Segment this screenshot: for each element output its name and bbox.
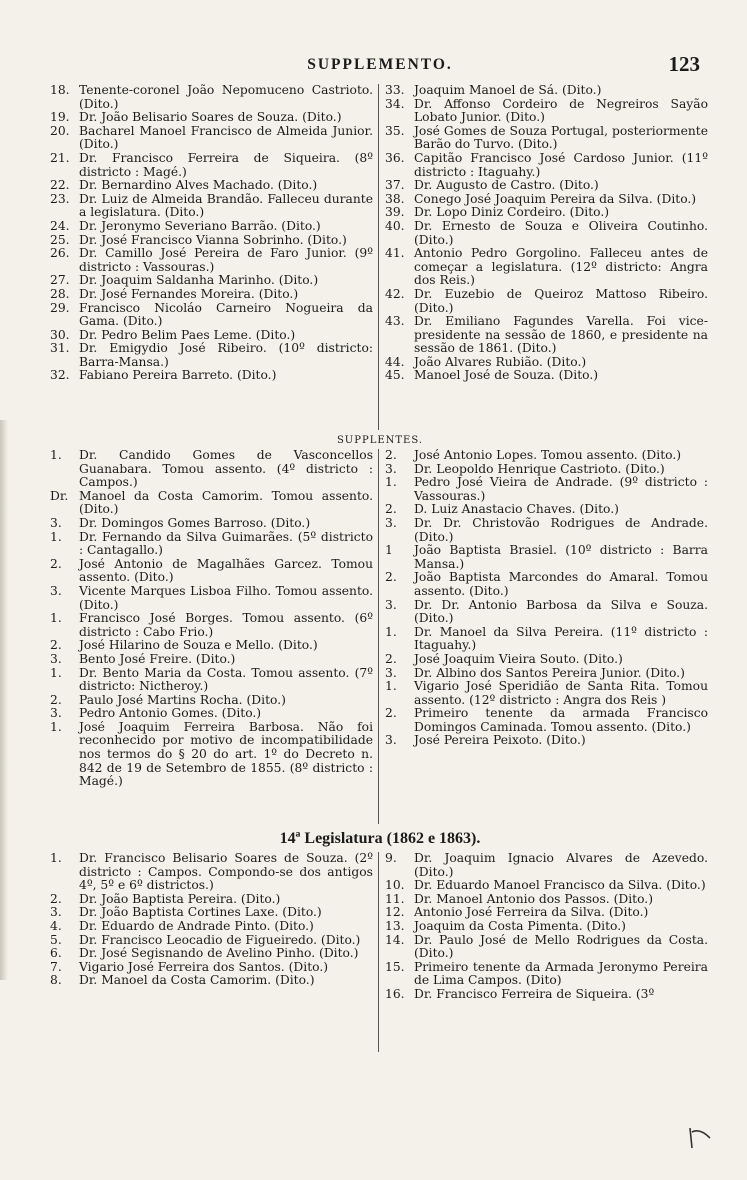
list-item <box>385 220 708 247</box>
list-item <box>50 234 373 248</box>
deputados-section <box>50 84 710 430</box>
list-item <box>50 558 373 585</box>
entry-text: D. Luiz Anastacio Chaves. (Dito.) <box>414 502 619 517</box>
entry-number: 29. <box>50 300 70 315</box>
list-item <box>50 721 373 789</box>
list-item <box>50 906 373 920</box>
list-item <box>50 125 373 152</box>
entry-number: 3. <box>50 651 62 666</box>
entry-number: 6. <box>50 946 62 961</box>
entry-number: 22. <box>50 178 70 193</box>
entry-number: 21. <box>50 150 70 165</box>
list-item <box>385 667 708 681</box>
entry-text: Joaquim da Costa Pimenta. (Dito.) <box>414 918 626 933</box>
entry-number: 11. <box>385 891 405 906</box>
entry-text: Dr. Albino dos Santos Pereira Junior. (Dito.) <box>414 665 685 680</box>
list-item <box>50 974 373 988</box>
entry-number: 7. <box>50 959 62 974</box>
list-item <box>385 476 708 503</box>
list-item <box>50 585 373 612</box>
pencil-mark-icon <box>688 1124 714 1150</box>
list-item <box>385 707 708 734</box>
entry-text: Dr. João Belisario Soares de Souza. (Dito.) <box>79 110 342 125</box>
entry-number: 4. <box>50 918 62 933</box>
entry-number: 15. <box>385 959 405 974</box>
list-item <box>385 179 708 193</box>
entry-text: Primeiro tenente da armada Francisco Domingos Caminada. Tomou assento. (Dito.) <box>414 706 708 734</box>
entry-number: 19. <box>50 110 70 125</box>
entry-number: 2. <box>50 891 62 906</box>
entry-number: 2. <box>50 556 62 571</box>
list-item <box>50 920 373 934</box>
entry-text: Dr. José Fernandes Moreira. (Dito.) <box>79 286 299 301</box>
entry-number: 42. <box>385 286 405 301</box>
list-item <box>50 694 373 708</box>
entry-text: Dr. Lopo Diniz Cordeiro. (Dito.) <box>414 205 610 220</box>
entry-number: 2. <box>385 448 397 462</box>
list-item <box>50 852 373 893</box>
list-item <box>385 356 708 370</box>
list-item <box>385 517 708 544</box>
entry-number: 3. <box>50 905 62 920</box>
entry-text: Dr. Dr. Christovão Rodrigues de Andrade. (Dito.) <box>414 515 708 544</box>
list-item <box>50 893 373 907</box>
entry-number: 1. <box>385 624 397 639</box>
list-item <box>385 852 708 879</box>
entry-number: 2. <box>385 502 397 517</box>
list-item <box>50 179 373 193</box>
list-item <box>50 490 373 517</box>
list-item <box>50 707 373 721</box>
entry-text: Dr. Dr. Antonio Barbosa da Silva e Souza. (Dito.) <box>414 597 708 626</box>
deputados-left-column <box>50 84 379 430</box>
entry-text: Dr. Francisco Belisario Soares de Souza. (2º districto : Campos. Compondo-se dos antigos 4º, 5º e 6º districtos.) <box>79 851 373 893</box>
entry-text: Dr. Joaquim Ignacio Alvares de Azevedo. (Dito.) <box>414 851 708 879</box>
entry-text: Dr. Emiliano Fagundes Varella. Foi vice-presidente na sessão de 1860, e presidente na sessão de 1861. (Dito.) <box>414 314 708 356</box>
entry-number: 24. <box>50 218 70 233</box>
list-item <box>50 639 373 653</box>
supplentes-section <box>50 449 710 824</box>
list-item <box>50 247 373 274</box>
entry-text: Antonio José Ferreira da Silva. (Dito.) <box>414 905 649 920</box>
entry-number: 12. <box>385 905 405 920</box>
entry-text: Dr. Francisco Ferreira de Siqueira. (8º districto : Magé.) <box>79 150 373 179</box>
entry-number: 1 <box>385 543 393 558</box>
legislatura-left-column <box>50 852 379 1052</box>
list-item <box>385 503 708 517</box>
list-item <box>50 342 373 369</box>
entry-text: Dr. João Baptista Cortines Laxe. (Dito.) <box>79 905 322 920</box>
list-item <box>385 734 708 748</box>
entry-number: 38. <box>385 191 405 206</box>
entry-text: Dr. Francisco Leocadio de Figueiredo. (Dito.) <box>79 932 361 947</box>
entry-number: 1. <box>50 851 62 865</box>
entry-number: 28. <box>50 286 70 301</box>
list-item <box>385 934 708 961</box>
entry-number: 31. <box>50 341 70 356</box>
entry-text: Dr. Affonso Cordeiro de Negreiros Sayão Lobato Junior. (Dito.) <box>414 96 708 125</box>
list-item <box>385 247 708 288</box>
document-page <box>50 52 710 1052</box>
entry-text: Dr. Joaquim Saldanha Marinho. (Dito.) <box>79 273 319 288</box>
entry-number: 3. <box>50 583 62 598</box>
entry-text: João Baptista Marcondes do Amaral. Tomou assento. (Dito.) <box>414 570 708 598</box>
entry-text: José Gomes de Souza Portugal, posteriormente Barão do Turvo. (Dito.) <box>414 123 708 152</box>
list-item <box>50 220 373 234</box>
entry-number: 1. <box>385 679 397 694</box>
entry-text: Vigario José Speridião de Santa Rita. Tomou assento. (12º districto : Angra dos Reis ) <box>414 679 708 707</box>
entry-number: 3. <box>385 665 397 680</box>
entry-text: Vicente Marques Lisboa Filho. Tomou assento. (Dito.) <box>79 583 373 612</box>
entry-text: Vigario José Ferreira dos Santos. (Dito.) <box>79 959 329 974</box>
entry-text: Dr. Camillo José Pereira de Faro Junior. (9º districto : Vassouras.) <box>79 246 373 274</box>
list-item <box>385 315 708 356</box>
entry-number: 9. <box>385 851 397 865</box>
entry-text: Dr. Domingos Gomes Barroso. (Dito.) <box>79 515 311 530</box>
entry-number: 3. <box>385 461 397 476</box>
entry-text: Dr. Paulo José de Mello Rodrigues da Costa. (Dito.) <box>414 932 708 961</box>
legislatura-right-column <box>379 852 708 1052</box>
legislatura-heading: 14ª Legislatura (1862 e 1863). <box>279 830 481 847</box>
entry-number: 1. <box>385 475 397 490</box>
entry-text: Dr. Luiz de Almeida Brandão. Falleceu durante a legislatura. (Dito.) <box>79 191 373 220</box>
entry-number: 3. <box>50 706 62 721</box>
entry-number: 44. <box>385 354 405 369</box>
entry-text: Dr. Emigydio José Ribeiro. (10º districto: Barra-Mansa.) <box>79 341 373 369</box>
entry-number: 27. <box>50 273 70 288</box>
entry-text: Dr. Ernesto de Souza e Oliveira Coutinho. (Dito.) <box>414 218 708 247</box>
list-item <box>385 906 708 920</box>
list-item <box>50 531 373 558</box>
list-item <box>385 98 708 125</box>
entry-text: Capitão Francisco José Cardoso Junior. (11º districto : Itaguahy.) <box>414 150 708 179</box>
entry-number: 1. <box>50 719 62 734</box>
entry-number: Dr. <box>50 488 69 503</box>
entry-text: José Joaquim Ferreira Barbosa. Não foi reconhecido por motivo de incompatibilidade nos termos do § 20 do art. 1º do Decreto n. 842 de 19 de Setembro de 1855. (8º districto : Magé.) <box>79 719 373 789</box>
list-item <box>385 680 708 707</box>
list-item <box>50 369 373 383</box>
entry-number: 35. <box>385 123 405 138</box>
entry-text: José Antonio Lopes. Tomou assento. (Dito.) <box>414 448 682 462</box>
list-item <box>50 449 373 490</box>
list-item <box>50 274 373 288</box>
entry-number: 18. <box>50 83 70 97</box>
list-item <box>385 879 708 893</box>
entry-text: Dr. Bernardino Alves Machado. (Dito.) <box>79 178 318 193</box>
entry-text: João Alvares Rubião. (Dito.) <box>414 354 587 369</box>
entry-text: Dr. João Baptista Pereira. (Dito.) <box>79 891 281 906</box>
list-item <box>50 612 373 639</box>
entry-text: Dr. Eduardo de Andrade Pinto. (Dito.) <box>79 918 314 933</box>
list-item <box>385 893 708 907</box>
entry-number: 2. <box>385 651 397 666</box>
entry-text: Dr. Fernando da Silva Guimarães. (5º districto : Cantagallo.) <box>79 529 373 558</box>
entry-number: 1. <box>50 448 62 462</box>
list-item <box>385 653 708 667</box>
entry-text: João Baptista Brasiel. (10º districto : Barra Mansa.) <box>414 543 708 571</box>
entry-number: 2. <box>50 638 62 653</box>
entry-text: Dr. José Francisco Vianna Sobrinho. (Dito.) <box>79 232 347 247</box>
page-binding-shadow <box>0 420 8 980</box>
list-item <box>50 193 373 220</box>
entry-number: 13. <box>385 918 405 933</box>
list-item <box>385 463 708 477</box>
entry-text: Manoel José de Souza. (Dito.) <box>414 368 599 383</box>
list-item <box>385 599 708 626</box>
entry-number: 2. <box>50 692 62 707</box>
list-item <box>385 125 708 152</box>
entry-text: Bento José Freire. (Dito.) <box>79 651 236 666</box>
entry-text: José Joaquim Vieira Souto. (Dito.) <box>414 651 623 666</box>
list-item <box>50 302 373 329</box>
entry-number: 1. <box>50 611 62 626</box>
entry-text: Dr. Francisco Ferreira de Siqueira. (3º <box>414 986 655 1001</box>
entry-text: Dr. Pedro Belim Paes Leme. (Dito.) <box>79 327 296 342</box>
entry-text: Francisco Nicoláo Carneiro Nogueira da Gama. (Dito.) <box>79 300 373 329</box>
legislatura-section <box>50 852 710 1052</box>
entry-number: 16. <box>385 986 405 1001</box>
list-item <box>50 152 373 179</box>
entry-number: 39. <box>385 205 405 220</box>
list-item <box>385 152 708 179</box>
list-item <box>385 193 708 207</box>
entry-text: Joaquim Manoel de Sá. (Dito.) <box>414 83 602 97</box>
entry-text: Manoel da Costa Camorim. Tomou assento. (Dito.) <box>79 488 373 517</box>
entry-text: Dr. Augusto de Castro. (Dito.) <box>414 178 599 193</box>
entry-text: Dr. Jeronymo Severiano Barrão. (Dito.) <box>79 218 321 233</box>
supplentes-right-column <box>379 449 708 824</box>
list-item <box>385 920 708 934</box>
entry-number: 2. <box>385 706 397 721</box>
entry-text: Dr. Leopoldo Henrique Castrioto. (Dito.) <box>414 461 665 476</box>
entry-number: 8. <box>50 973 62 988</box>
entry-text: Dr. Manoel da Costa Camorim. (Dito.) <box>79 973 315 988</box>
entry-text: Dr. Euzebio de Queiroz Mattoso Ribeiro. (Dito.) <box>414 286 708 315</box>
list-item <box>50 667 373 694</box>
entry-number: 3. <box>385 515 397 530</box>
entry-text: Dr. Bento Maria da Costa. Tomou assento. (7º districto: Nictheroy.) <box>79 665 373 694</box>
list-item <box>385 288 708 315</box>
list-item <box>385 449 708 463</box>
entry-number: 3. <box>385 597 397 612</box>
list-item <box>50 111 373 125</box>
page-number: 123 <box>668 52 700 76</box>
entry-number: 30. <box>50 327 70 342</box>
entry-text: Dr. Manoel da Silva Pereira. (11º districto : Itaguahy.) <box>414 624 708 653</box>
entry-text: José Antonio de Magalhães Garcez. Tomou assento. (Dito.) <box>79 556 373 585</box>
list-item <box>50 288 373 302</box>
list-item <box>385 369 708 383</box>
entry-number: 41. <box>385 246 405 261</box>
list-item <box>385 206 708 220</box>
entry-text: Tenente-coronel João Nepomuceno Castrioto. (Dito.) <box>79 83 373 111</box>
entry-number: 25. <box>50 232 70 247</box>
entry-text: Dr. Candido Gomes de Vasconcellos Guanabara. Tomou assento. (4º districto : Campos.) <box>79 448 373 490</box>
list-item <box>385 571 708 598</box>
entry-text: Dr. Eduardo Manoel Francisco da Silva. (Dito.) <box>414 878 706 893</box>
entry-text: José Hilarino de Souza e Mello. (Dito.) <box>79 638 318 653</box>
list-item <box>385 544 708 571</box>
entry-number: 10. <box>385 878 405 893</box>
list-item <box>50 934 373 948</box>
entry-number: 37. <box>385 178 405 193</box>
entry-number: 43. <box>385 314 405 329</box>
entry-text: Dr. Manoel Antonio dos Passos. (Dito.) <box>414 891 654 906</box>
entry-text: José Pereira Peixoto. (Dito.) <box>414 733 586 748</box>
entry-number: 3. <box>50 515 62 530</box>
page-title: SUPPLEMENTO. <box>307 56 453 73</box>
supplentes-heading: SUPPLENTES. <box>336 435 424 446</box>
list-item <box>385 988 708 1002</box>
entry-text: Primeiro tenente da Armada Jeronymo Pereira de Lima Campos. (Dito) <box>414 959 708 988</box>
entry-number: 5. <box>50 932 62 947</box>
entry-number: 3. <box>385 733 397 748</box>
list-item <box>50 947 373 961</box>
entry-number: 34. <box>385 96 405 111</box>
entry-text: Paulo José Martins Rocha. (Dito.) <box>79 692 286 707</box>
entry-number: 36. <box>385 150 405 165</box>
entry-number: 2. <box>385 570 397 585</box>
list-item <box>385 626 708 653</box>
entry-text: Pedro Antonio Gomes. (Dito.) <box>79 706 262 721</box>
entry-number: 1. <box>50 529 62 544</box>
entry-number: 40. <box>385 218 405 233</box>
entry-text: Dr. José Segisnando de Avelino Pinho. (Dito.) <box>79 946 359 961</box>
supplentes-left-column <box>50 449 379 824</box>
list-item <box>50 961 373 975</box>
entry-text: Conego José Joaquim Pereira da Silva. (Dito.) <box>414 191 697 206</box>
entry-text: Fabiano Pereira Barreto. (Dito.) <box>79 368 277 383</box>
entry-number: 45. <box>385 368 405 383</box>
entry-number: 23. <box>50 191 70 206</box>
list-item <box>50 84 373 111</box>
entry-number: 14. <box>385 932 405 947</box>
entry-text: Antonio Pedro Gorgolino. Falleceu antes de começar a legislatura. (12º districto: Angra dos Reis.) <box>414 246 708 288</box>
entry-text: Francisco José Borges. Tomou assento. (6º districto : Cabo Frio.) <box>79 611 373 639</box>
list-item <box>50 329 373 343</box>
list-item <box>385 961 708 988</box>
entry-text: Pedro José Vieira de Andrade. (9º districto : Vassouras.) <box>414 475 708 503</box>
entry-text: Bacharel Manoel Francisco de Almeida Junior. (Dito.) <box>79 123 373 152</box>
list-item <box>385 84 708 98</box>
deputados-right-column <box>379 84 708 430</box>
entry-number: 32. <box>50 368 70 383</box>
entry-number: 33. <box>385 83 405 97</box>
list-item <box>50 517 373 531</box>
entry-number: 26. <box>50 246 70 261</box>
page-header <box>50 52 710 84</box>
entry-number: 1. <box>50 665 62 680</box>
list-item <box>50 653 373 667</box>
entry-number: 20. <box>50 123 70 138</box>
